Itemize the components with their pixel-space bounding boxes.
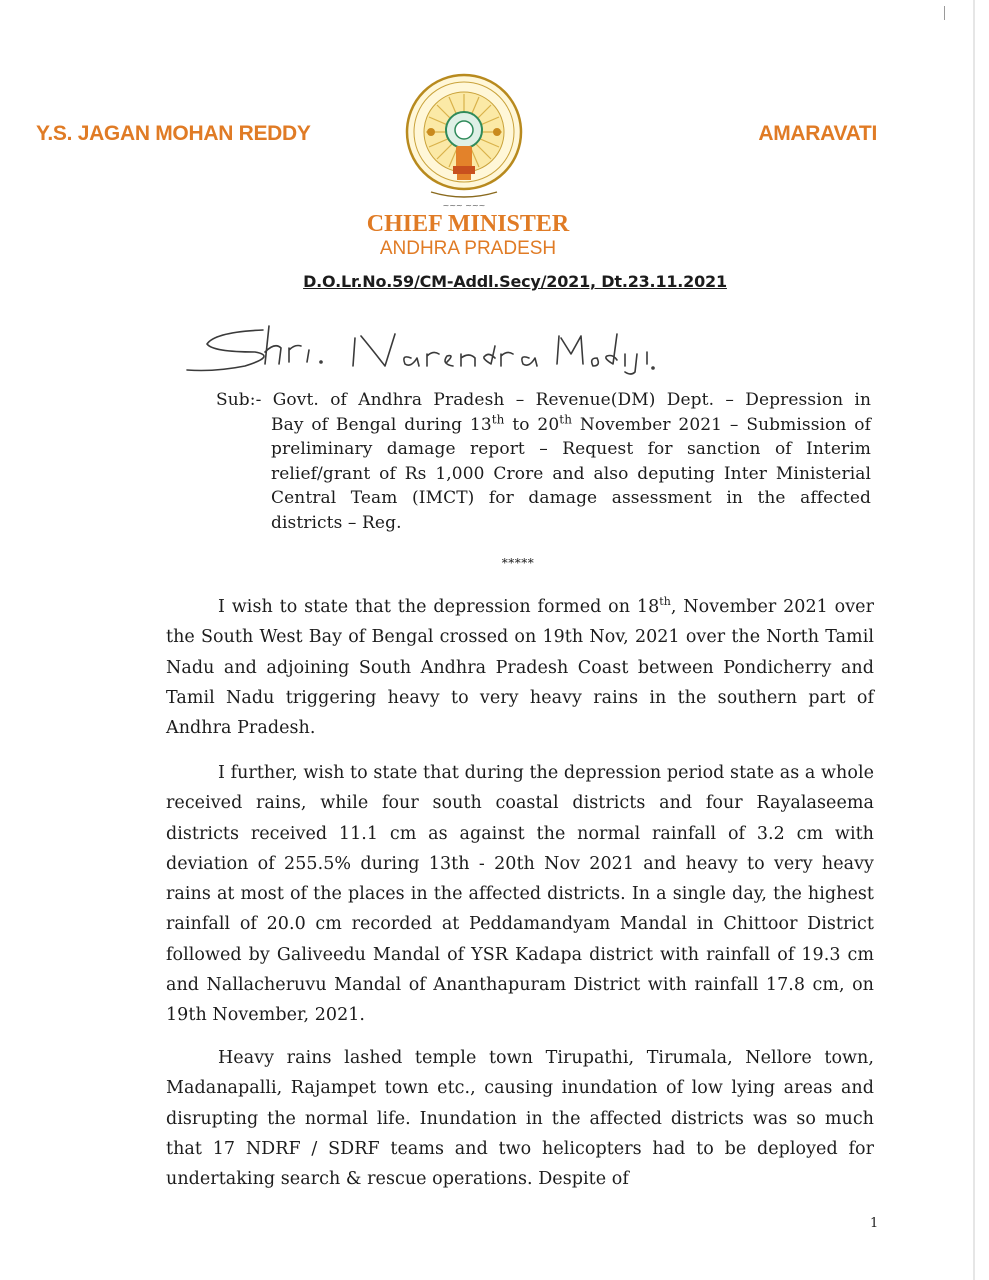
paragraph-1-text-a: I wish to state that the depression formed on 18 — [218, 597, 660, 617]
subject-body — [216, 413, 871, 536]
office-title: CHIEF MINISTER — [366, 211, 570, 237]
sender-city: AMARAVATI — [758, 122, 877, 145]
subject-text-c: November 2021 – Submission of preliminary damage report – Request for sanction of Interim relief/grant of Rs 1,000 Crore and also deputing Inter Ministerial Central Team (IMCT) for damage assessment in the affected districts – Reg. — [271, 414, 871, 533]
paragraph-2: I further, wish to state that during the depression period state as a whole received rains, while four south coastal districts and four Rayalaseema districts received 11.1 cm as against the normal rainfall of 3.2 cm with deviation of 255.5% during 13th - 20th Nov 2021 and heavy to very heavy rains at most of the places in the affected districts. In a single day, the highest rainfall of 20.0 cm recorded at Peddamandyam Mandal in Chittoor District followed by Galiveedu Mandal of YSR Kadapa district with rainfall of 19.3 cm and Nallacheruvu Mandal of Ananthapuram District with rainfall 17.8 cm, on 19th November, 2021. — [166, 763, 874, 1026]
subject-block — [216, 388, 871, 535]
sender-name: Y.S. JAGAN MOHAN REDDY — [36, 122, 311, 145]
handwritten-salutation — [185, 318, 655, 378]
andhra-pradesh-emblem-icon — [401, 70, 527, 215]
subject-line-1: Govt. of Andhra Pradesh – Revenue(DM) Dept. – Depression in — [272, 390, 871, 410]
section-separator: ***** — [501, 556, 535, 570]
subject-text-b: to 20 — [504, 414, 560, 435]
svg-text:~~~ ~~~: ~~~ ~~~ — [442, 201, 486, 210]
office-state: ANDHRA PRADESH — [379, 238, 557, 259]
scan-edge — [973, 0, 975, 1280]
subject-label: Sub:- — [216, 390, 262, 410]
reference-number: D.O.Lr.No.59/CM-Addl.Secy/2021, Dt.23.11.2021 — [303, 272, 727, 291]
subject-sup-b: th — [559, 411, 573, 426]
paragraph-1 — [166, 592, 874, 743]
scan-mark — [944, 6, 945, 20]
paragraph-1-sup: th — [659, 595, 671, 609]
paragraph-3: Heavy rains lashed temple town Tirupathi, Tirumala, Nellore town, Madanapalli, Rajampet town etc., causing inundation of low lying areas and disrupting the normal life. Inundation in the affected districts was so much that 17 NDRF / SDRF teams and two helicopters had to be deployed for undertaking search & rescue operations. Despite of — [166, 1048, 874, 1190]
page-number: 1 — [870, 1216, 879, 1231]
subject-text-a: Bay of Bengal during 13 — [271, 414, 492, 435]
paragraph-1-text-b: , November 2021 over the South West Bay of Bengal crossed on 19th Nov, 2021 over the North Tamil Nadu and adjoining South Andhra Pradesh Coast between Pondicherry and Tamil Nadu triggering heavy to very heavy rains in the southern part of Andhra Pradesh. — [166, 597, 874, 739]
subject-sup-a: th — [491, 411, 505, 426]
